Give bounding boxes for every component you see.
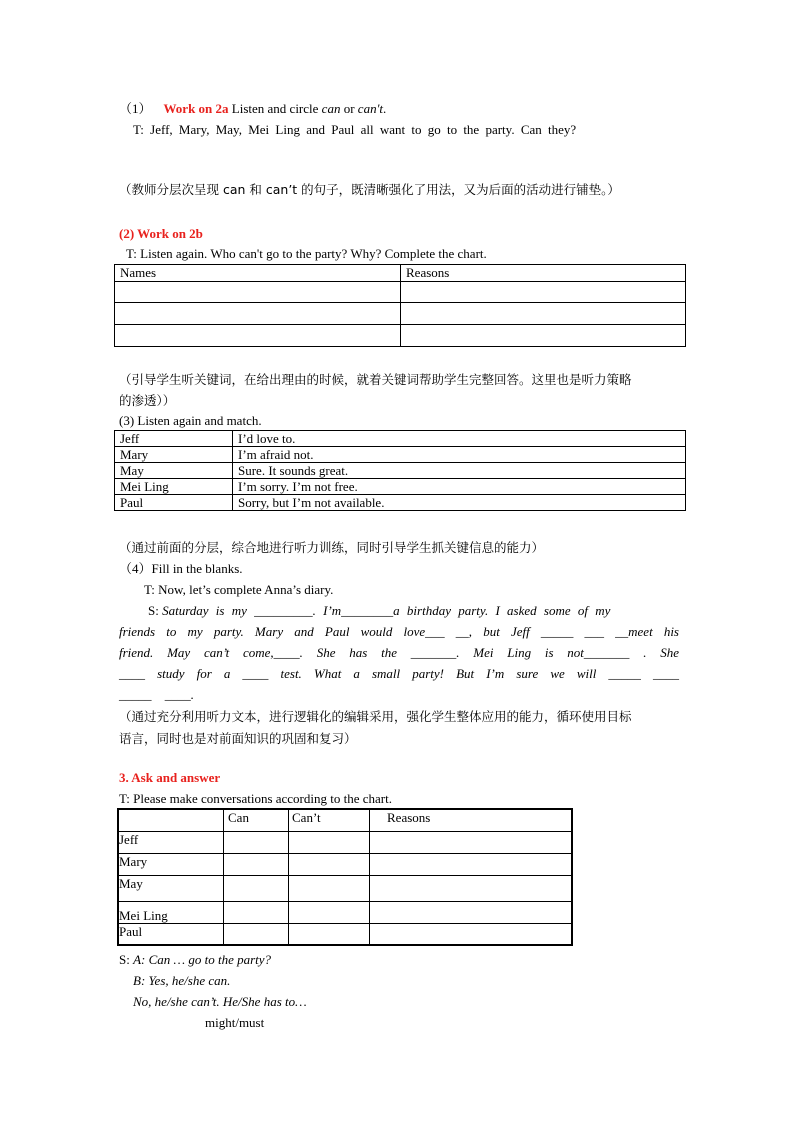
header-reasons: Reasons (370, 809, 573, 831)
names-reasons-table (114, 264, 686, 347)
teacher-instruction-2b: T: Listen again. Who can't go to the party? Why? Complete the chart. (126, 246, 487, 261)
match-reply: I’m sorry. I’m not free. (233, 479, 686, 495)
table-cell[interactable] (224, 901, 289, 923)
dialogue-question: A: Can … go to the party? (133, 952, 272, 967)
table-cell[interactable] (115, 325, 401, 347)
table-cell[interactable] (224, 923, 289, 945)
teacher-instruction-4: T: Now, let’s complete Anna’s diary. (144, 582, 334, 597)
section-2a-heading (119, 101, 386, 117)
table-cell[interactable] (289, 831, 370, 853)
table-row (115, 303, 686, 325)
match-table (114, 430, 686, 511)
dialogue-answer-no: No, he/she can’t. He/She has to… (133, 994, 307, 1009)
table-cell[interactable] (224, 875, 289, 901)
conversation-chart (117, 808, 573, 946)
section-number: （1） (119, 101, 152, 116)
chart-name: Mei Ling (118, 901, 224, 923)
table-cell[interactable] (370, 853, 573, 875)
section-ask-answer-title: 3. Ask and answer (119, 770, 221, 785)
word-cant: can't (357, 101, 383, 116)
word-can: can (321, 101, 341, 116)
table-cell[interactable] (370, 923, 573, 945)
student-dialogue-question (119, 952, 271, 968)
teacher-note-2a: （教师分层次呈现 can 和 can’t 的句子，既清晰强化了用法，又为后面的活动进行铺垫。） (119, 182, 620, 197)
table-row (118, 901, 572, 923)
teacher-instruction-5: T: Please make conversations according to the chart. (119, 791, 392, 806)
table-cell[interactable] (115, 303, 401, 325)
section-4-title: （4）Fill in the blanks. (119, 561, 243, 576)
table-cell[interactable] (401, 325, 686, 347)
chart-name: May (118, 875, 224, 901)
table-row (115, 431, 686, 447)
teacher-note-2b-line2: 的渗透）） (119, 393, 176, 408)
table-row (115, 447, 686, 463)
table-row (115, 282, 686, 303)
table-cell[interactable] (401, 303, 686, 325)
dialogue-modal-hint: might/must (205, 1015, 265, 1030)
match-name: Mary (115, 447, 233, 463)
teacher-note-2b-line1: （引导学生听关键词，在给出理由的时候，就着关键词帮助学生完整回答。这里也是听力策略 (119, 372, 632, 387)
section-2b-title: (2) Work on 2b (119, 226, 203, 241)
table-row (115, 495, 686, 511)
table-row (115, 325, 686, 347)
table-row (115, 463, 686, 479)
teacher-question-2a: T: Jeff, Mary, May, Mei Ling and Paul all want to go to the party. Can they? (133, 122, 577, 137)
table-header-row (115, 265, 686, 282)
table-row (118, 831, 572, 853)
match-reply: I’d love to. (233, 431, 686, 447)
student-label: S: (119, 952, 134, 967)
diary-text: Saturday is my _________. I’m________a birthday party. I asked some of my (162, 603, 611, 618)
table-row (118, 923, 572, 945)
match-name: Paul (115, 495, 233, 511)
instruction-text: Listen and circle (228, 101, 322, 116)
table-cell[interactable] (224, 831, 289, 853)
dialogue-answer-yes: B: Yes, he/she can. (133, 973, 231, 988)
table-row (118, 875, 572, 901)
chart-name: Jeff (118, 831, 224, 853)
student-diary-line1 (148, 603, 610, 619)
header-can: Can (224, 809, 289, 831)
student-diary-line3: friend. May can’t come,____. She has the _______. Mei Ling is not_______ . She (119, 645, 679, 660)
student-diary-line5: _____ ____. (119, 687, 194, 702)
table-cell[interactable] (370, 901, 573, 923)
teacher-note-4-line2: 语言，同时也是对前面知识的巩固和复习） (119, 731, 357, 746)
student-diary-line4: ____ study for a ____ test. What a small party! But I’m sure we will _____ ____ (119, 666, 679, 681)
table-cell[interactable] (289, 853, 370, 875)
table-row (118, 853, 572, 875)
table-cell[interactable] (289, 923, 370, 945)
student-label: S: (148, 603, 163, 618)
teacher-note-4-line1: （通过充分利用听力文本，进行逻辑化的编辑采用，强化学生整体应用的能力，循环使用目标 (119, 709, 632, 724)
table-cell[interactable] (289, 901, 370, 923)
teacher-note-3: （通过前面的分层，综合地进行听力训练，同时引导学生抓关键信息的能力） (119, 540, 545, 555)
word-or: or (340, 101, 358, 116)
match-reply: Sure. It sounds great. (233, 463, 686, 479)
table-cell[interactable] (370, 831, 573, 853)
match-name: May (115, 463, 233, 479)
match-reply: I’m afraid not. (233, 447, 686, 463)
table-cell[interactable] (224, 853, 289, 875)
student-diary-line2: friends to my party. Mary and Paul would love___ __, but Jeff _____ ___ __meet his (119, 624, 679, 639)
table-row (115, 479, 686, 495)
table-cell[interactable] (370, 875, 573, 901)
table-cell[interactable] (115, 282, 401, 303)
table-header-row (118, 809, 572, 831)
section-3-title: (3) Listen again and match. (119, 413, 262, 428)
period: . (382, 101, 387, 116)
table-cell[interactable] (289, 875, 370, 901)
match-name: Jeff (115, 431, 233, 447)
chart-name: Paul (118, 923, 224, 945)
match-reply: Sorry, but I’m not available. (233, 495, 686, 511)
header-names: Names (115, 265, 401, 282)
header-blank (118, 809, 224, 831)
table-cell[interactable] (401, 282, 686, 303)
match-name: Mei Ling (115, 479, 233, 495)
header-cant: Can’t (289, 809, 370, 831)
header-reasons: Reasons (401, 265, 686, 282)
section-title: Work on 2a (163, 101, 229, 116)
chart-name: Mary (118, 853, 224, 875)
